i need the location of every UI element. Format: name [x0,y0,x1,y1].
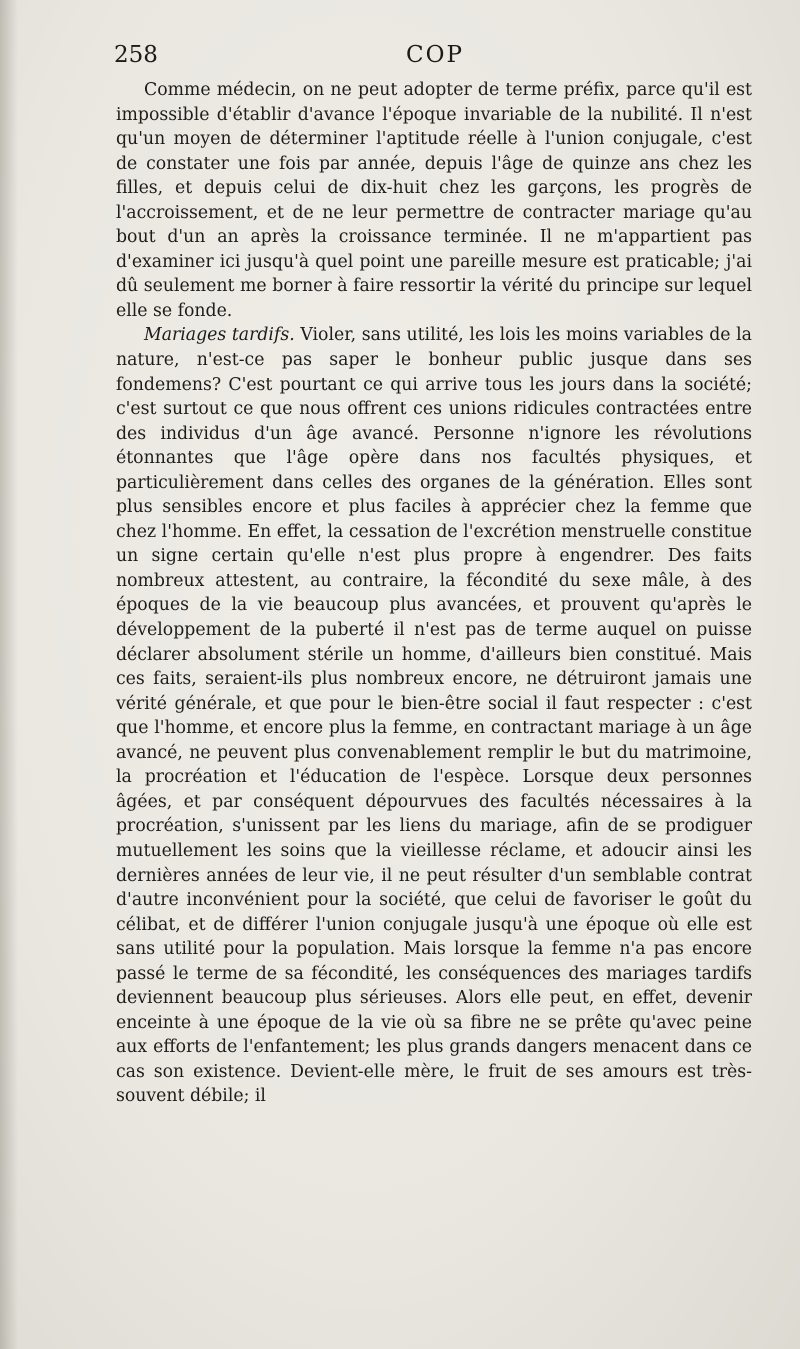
spine-shadow [0,0,18,1349]
paragraph-text: Comme médecin, on ne peut adopter de terme préfix, parce qu'il est impossible d'établir d'avance l'époque invariable de la nubilité. Il n'est qu'un moyen de déterminer l'aptitude réelle à l'union conjugale, c'est de constater une fois par année, depuis l'âge de quinze ans chez les filles, et depuis celui de dix-huit chez les garçons, les progrès de l'accroissement, et de ne leur permettre de contracter mariage qu'au bout d'un an après la croissance terminée. Il ne m'appartient pas d'examiner ici jusqu'à quel point une pareille mesure est praticable; j'ai dû seulement me borner à faire ressortir la vérité du principe sur lequel elle se fonde. [116,80,752,321]
section-lead: Mariages tardifs. [144,325,295,346]
paragraph-text: Violer, sans utilité, les lois les moins variables de la nature, n'est-ce pas saper le bonheur public jusque dans ses fondemens? C'est pourtant ce qui arrive tous les jours dans la société; c'est surtout ce que nous offrent ces unions ridicules contractées entre des individus d'un âge avancé. Personne n'ignore les révolutions étonnantes que l'âge opère dans nos facultés physiques, et particulièrement dans celles des organes de la génération. Elles sont plus sensibles encore et plus faciles à apprécier chez la femme que chez l'homme. En effet, la cessation de l'excrétion menstruelle constitue un signe certain qu'elle n'est plus propre à engendrer. Des faits nombreux attestent, au contraire, la fécondité du sexe mâle, à des époques de la vie beaucoup plus avancées, et prouvent qu'après le développement de la puberté il n'est pas de terme auquel on puisse déclarer absolument stérile un homme, d'ailleurs bien constitué. Mais ces faits, seraient-ils plus nombreux encore, ne détruiront jamais une vérité générale, et que pour le bien-être social il faut respecter : c'est que l'homme, et encore plus la femme, en contractant mariage à un âge avancé, ne peuvent plus convenablement remplir le but du matrimoine, la procréation et l'éducation de l'espèce. Lorsque deux personnes âgées, et par conséquent dépourvues des facultés nécessaires à la procréation, s'unissent par les liens du mariage, afin de se prodiguer mutuellement les soins que la vieillesse réclame, et adoucir ainsi les dernières années de leur vie, il ne peut résulter d'un semblable contrat d'autre inconvénient pour la société, que celui de favoriser le goût du célibat, et de différer l'union conjugale jusqu'à une époque où elle est sans utilité pour la population. Mais lorsque la femme n'a pas encore passé le terme de sa fécondité, les conséquences des mariages tardifs deviennent beaucoup plus sérieuses. Alors elle peut, en effet, devenir enceinte à une époque de la vie où sa fibre ne se prête qu'avec peine aux efforts de l'enfantement; les plus grands dangers menacent dans ce cas son existence. Devient-elle mère, le fruit de ses amours est très-souvent débile; il [116,325,752,1107]
page-number: 258 [114,42,158,68]
paragraph [116,78,752,323]
running-head-title: COP [406,42,464,68]
running-head [114,42,756,72]
paragraph [116,323,752,1109]
body-text [116,78,752,1109]
